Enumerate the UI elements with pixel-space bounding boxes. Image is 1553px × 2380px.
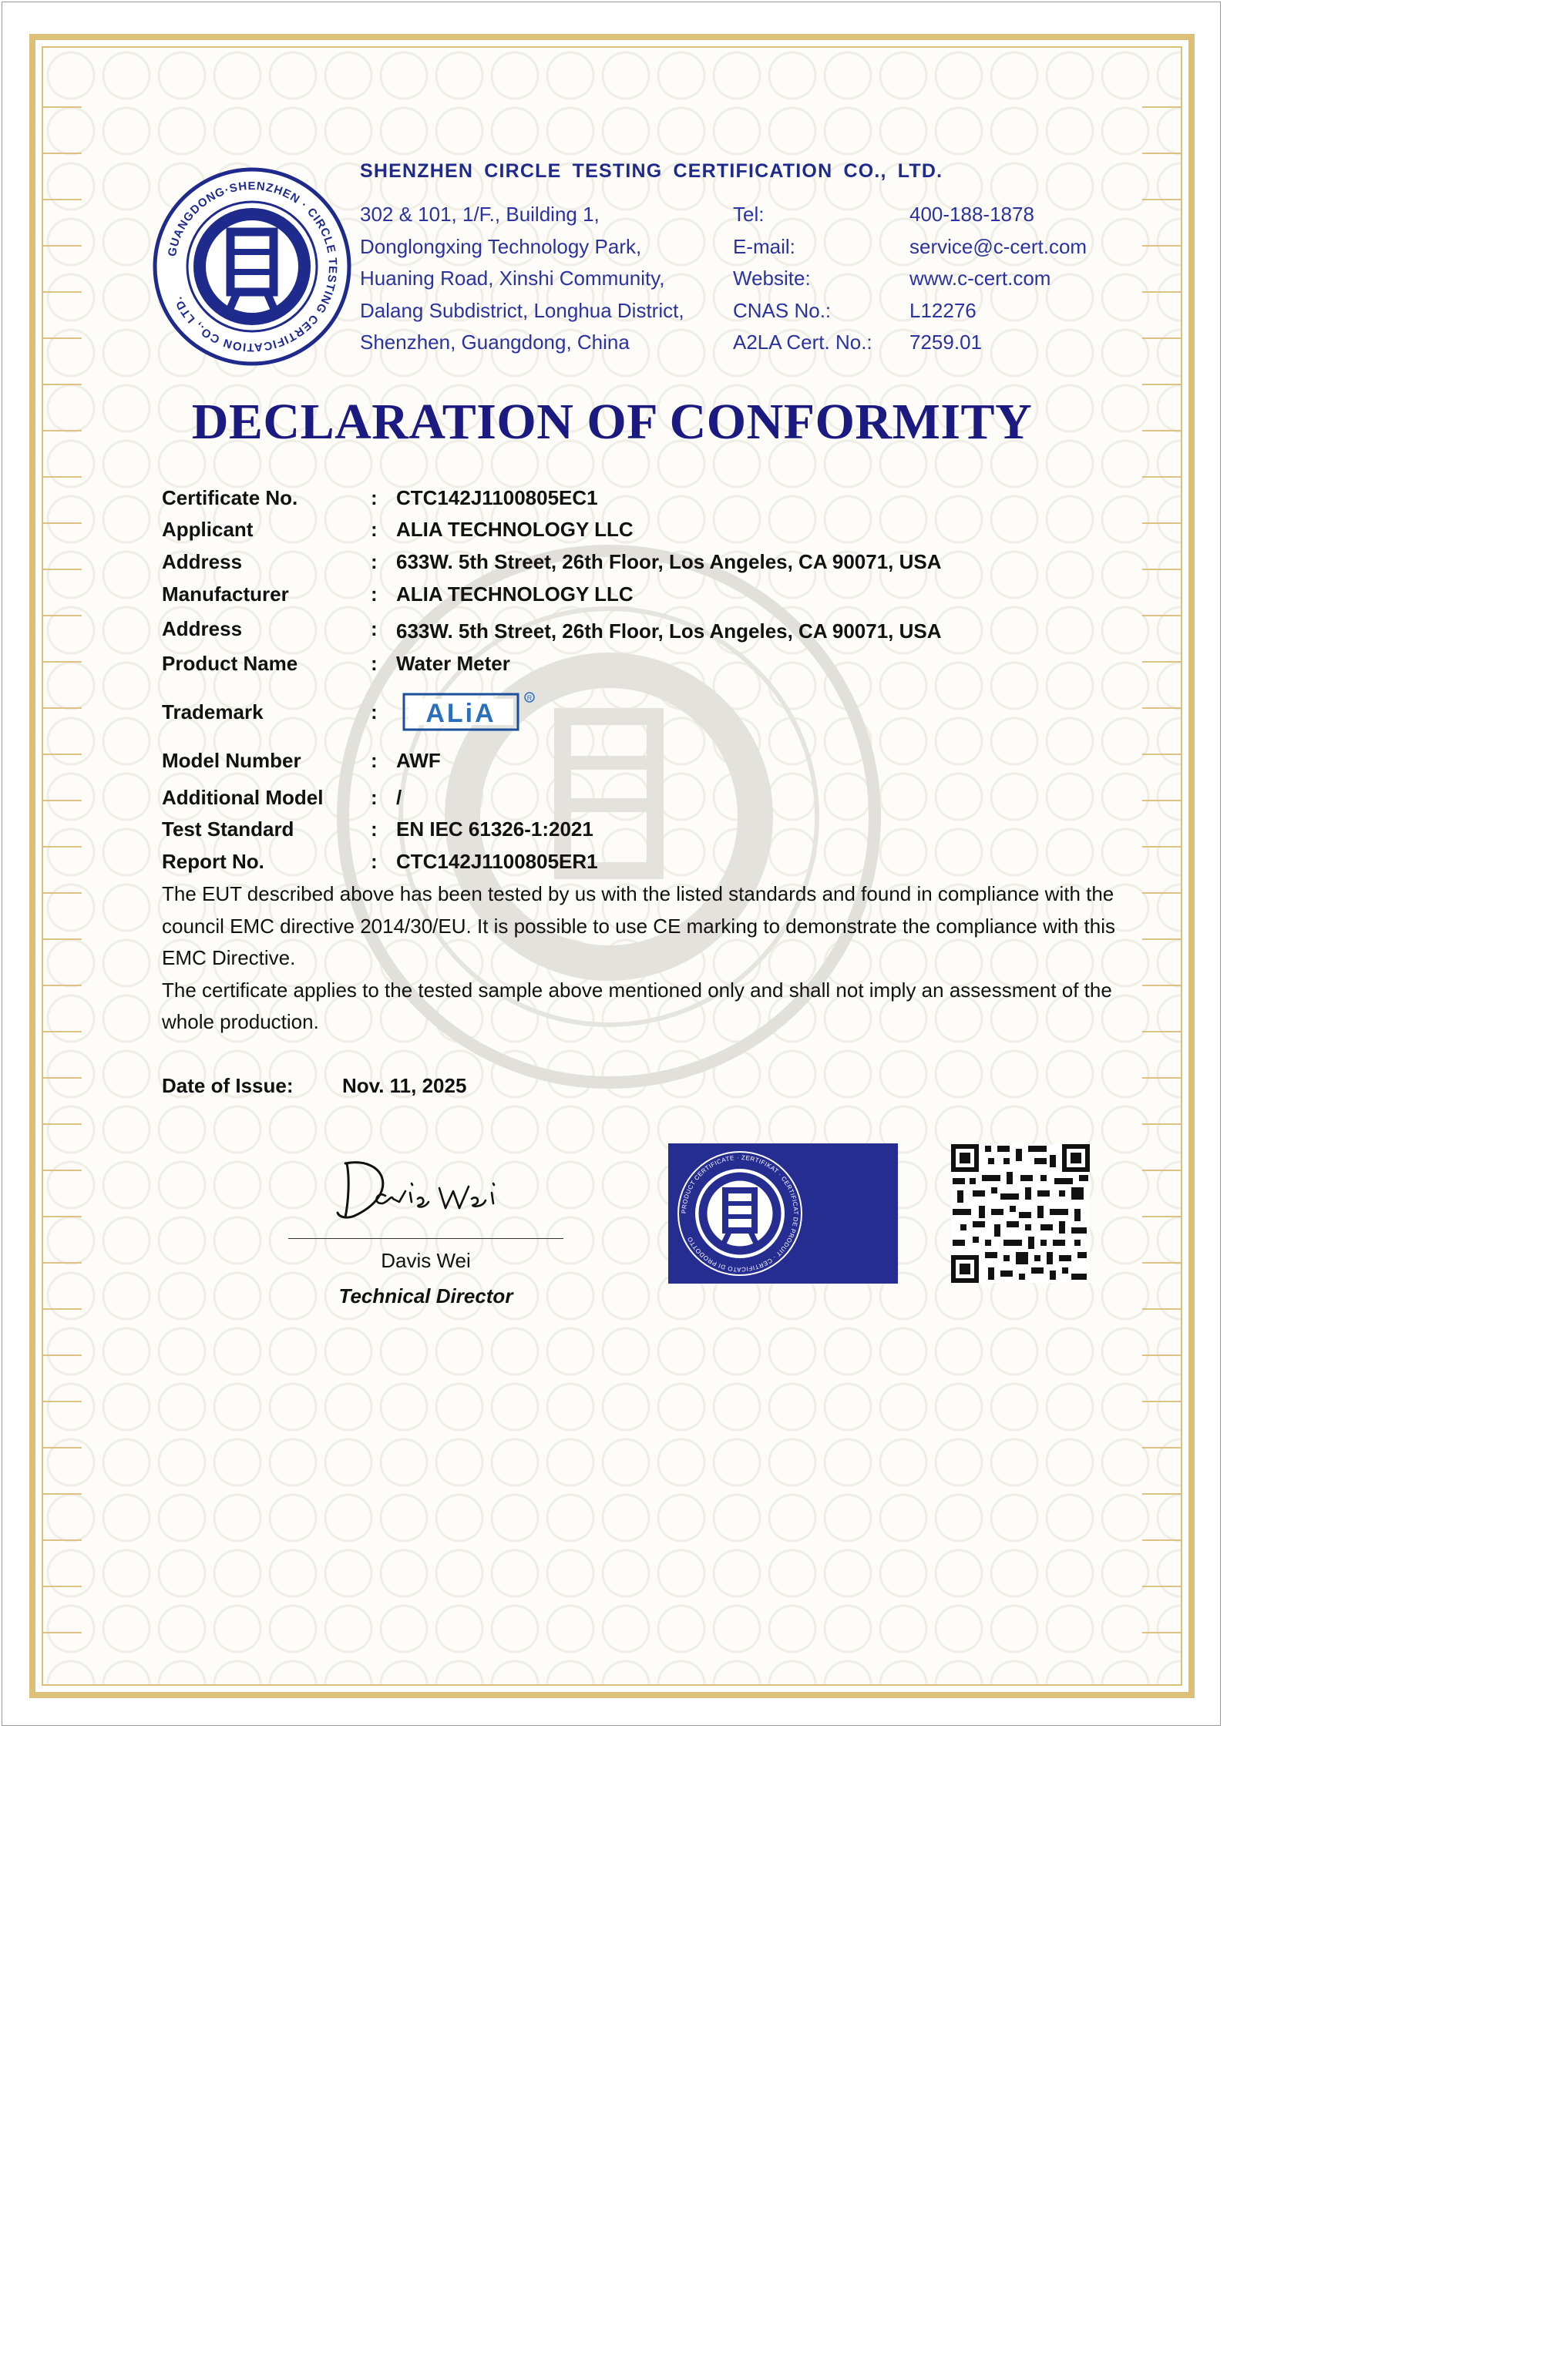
field-value-test-standard: EN IEC 61326-1:2021: [396, 817, 593, 841]
eu-market-badge: [668, 1143, 1546, 2368]
field-colon: :: [371, 700, 378, 723]
address-line: Shenzhen, Guangdong, China: [360, 331, 630, 354]
field-label-manufacturer-address: Address: [162, 617, 243, 640]
field-label-product-name: Product Name: [162, 652, 298, 675]
field-colon: :: [371, 817, 378, 841]
field-colon: :: [371, 652, 378, 675]
field-colon: :: [371, 749, 378, 772]
address-line: Dalang Subdistrict, Longhua District,: [360, 298, 684, 322]
address-line: 302 & 101, 1/F., Building 1,: [360, 203, 600, 226]
contact-label: CNAS No.:: [733, 298, 832, 322]
field-label-manufacturer: Manufacturer: [162, 582, 289, 606]
field-value-applicant-address: 633W. 5th Street, 26th Floor, Los Angeles, CA 90071, USA: [396, 550, 942, 573]
field-colon: :: [371, 850, 378, 873]
contact-cnas: L12276: [909, 298, 977, 322]
field-value-additional-model: /: [396, 786, 402, 809]
signatory-title: Technical Director: [338, 1284, 513, 1307]
date-of-issue-value: Nov. 11, 2025: [342, 1074, 467, 1097]
contact-a2la: 7259.01: [909, 331, 982, 354]
field-label-model-number: Model Number: [162, 749, 301, 772]
handwritten-signature: [331, 1148, 524, 1225]
field-value-model-number: AWF: [396, 749, 441, 772]
field-value-product-name: Water Meter: [396, 652, 510, 675]
company-seal-logo: [151, 166, 353, 368]
certificate-seal-icon: [674, 1148, 805, 1279]
badge-ring-text: PRODUCT CERTIFICATE · ZERTIFIKAT · CERTIFICAT DE PRODUIT · CERTIFICATO DI PRODOTTO: [680, 1153, 800, 1274]
field-colon: :: [371, 550, 378, 573]
field-colon: :: [371, 518, 378, 541]
field-colon: :: [371, 617, 378, 640]
address-line: Donglongxing Technology Park,: [360, 234, 642, 258]
eu-access-small: Access to the: [1485, 2341, 1538, 2351]
trademark-logo: [402, 688, 541, 733]
field-colon: :: [371, 786, 378, 809]
svg-text:R: R: [526, 694, 533, 702]
right-border-ornament: [1142, 69, 1181, 1664]
contact-tel: 400-188-1878: [909, 203, 1034, 226]
field-label-trademark: Trademark: [162, 700, 264, 723]
contact-email: service@c-cert.com: [909, 234, 1087, 258]
company-name: SHENZHEN CIRCLE TESTING CERTIFICATION CO., LTD.: [360, 160, 943, 182]
contact-values: [909, 199, 1087, 359]
date-of-issue-label: Date of Issue:: [162, 1074, 294, 1097]
seal-ring-text: GUANGDONG·SHENZHEN · CIRCLE TESTING CERTIFICATION CO., LTD.: [165, 179, 340, 354]
qr-code: [951, 1144, 1090, 1283]
field-label-report-no: Report No.: [162, 850, 264, 873]
contact-label: Tel:: [733, 203, 765, 226]
field-label-applicant-address: Address: [162, 550, 243, 573]
field-label-certificate-no: Certificate No.: [162, 486, 298, 509]
compliance-statement: [162, 878, 1118, 1039]
signatory-name: Davis Wei: [381, 1249, 471, 1272]
left-border-ornament: [43, 69, 82, 1664]
eu-access-label: [1470, 2337, 1553, 2380]
contact-website: www.c-cert.com: [909, 267, 1051, 290]
field-value-applicant: ALIA TECHNOLOGY LLC: [396, 518, 634, 541]
field-value-manufacturer: ALIA TECHNOLOGY LLC: [396, 582, 634, 606]
field-label-additional-model: Additional Model: [162, 786, 324, 809]
contact-label: E-mail:: [733, 234, 795, 258]
company-address: [360, 199, 684, 359]
field-colon: :: [371, 486, 378, 509]
contact-labels: [733, 199, 872, 359]
contact-label: Website:: [733, 267, 811, 290]
field-label-applicant: Applicant: [162, 518, 254, 541]
field-colon: :: [371, 582, 378, 606]
statement-paragraph: The certificate applies to the tested sample above mentioned only and shall not imply an assessment of the whole production.: [162, 978, 1112, 1033]
field-value-certificate-no: CTC142J1100805EC1: [396, 486, 598, 509]
address-line: Huaning Road, Xinshi Community,: [360, 267, 665, 290]
signature-line: [288, 1238, 563, 1239]
field-value-manufacturer-address: 633W. 5th Street, 26th Floor, Los Angeles, CA 90071, USA: [396, 619, 942, 643]
trademark-logo-text: ALiA: [425, 699, 496, 728]
field-value-report-no: CTC142J1100805ER1: [396, 850, 598, 873]
field-label-test-standard: Test Standard: [162, 817, 294, 841]
statement-paragraph: The EUT described above has been tested by us with the listed standards and found in compliance with the council EMC directive 2014/30/EU. It is possible to use CE marking to demonstrate the compliance with this EMC Directive.: [162, 882, 1116, 969]
document-title: DECLARATION OF CONFORMITY: [191, 394, 1033, 450]
eu-access-big: EU market: [1477, 2351, 1546, 2368]
contact-label: A2LA Cert. No.:: [733, 331, 872, 354]
